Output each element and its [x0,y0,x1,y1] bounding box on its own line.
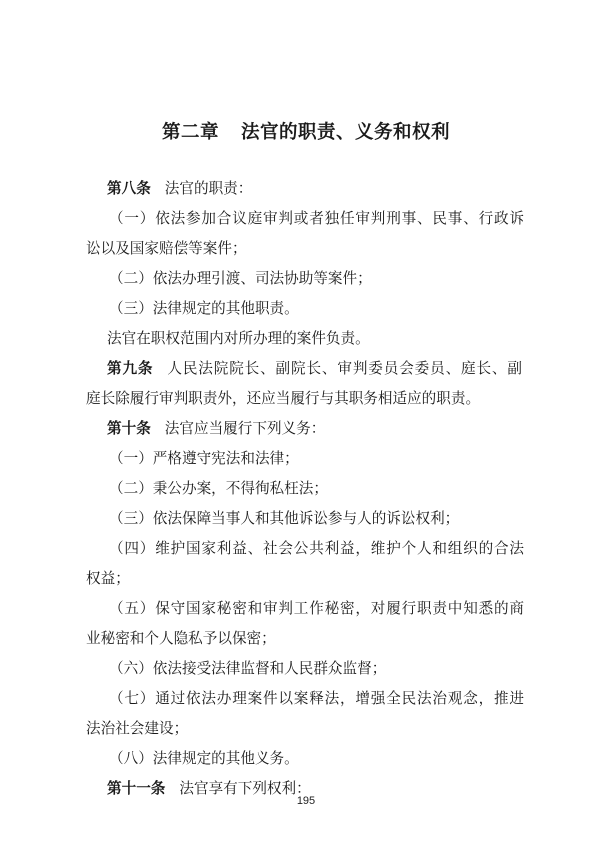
article-10-item-7-cont: 法治社会建设； [86,720,189,737]
article-8-intro: 法官的职责： [164,180,253,197]
article-8-item-1: （一）依法参加合议庭审判或者独任审判刑事、民事、行政诉 [109,210,524,227]
article-8-item-2: （二）依法办理引渡、司法协助等案件； [109,270,372,287]
article-10-item-3: （三）依法保障当事人和其他诉讼参与人的诉讼权利； [109,510,460,527]
chapter-name: 法官的职责、义务和权利 [241,122,451,143]
chapter-title [0,118,612,144]
article-8-closing: 法官在职权范围内对所办理的案件负责。 [107,330,370,347]
chapter-number: 第二章 [161,122,219,143]
article-8-heading-line [107,174,522,204]
article-10-item-6: （六）依法接受法律监督和人民群众监督； [109,660,387,677]
article-8-item-1-cont: 讼以及国家赔偿等案件； [86,240,247,257]
article-9-line-1 [107,354,522,384]
article-8-item-3: （三）法律规定的其他职责。 [109,300,299,317]
article-10-item-4: （四）维护国家利益、社会公共利益，维护个人和组织的合法 [109,540,524,557]
article-10-item-2: （二）秉公办案，不得徇私枉法； [109,480,328,497]
article-8-label: 第八条 [107,180,151,197]
article-11-intro: 法官享有下列权利： [179,780,311,797]
article-10-item-8: （八）法律规定的其他义务。 [109,750,299,767]
article-10-item-5-cont: 业秘密和个人隐私予以保密； [86,630,276,647]
article-10-label: 第十条 [107,420,151,437]
article-10-heading-line [107,414,522,444]
article-10-item-7: （七）通过依法办理案件以案释法，增强全民法治观念，推进 [109,690,524,707]
article-9-text: 人民法院院长、副院长、审判委员会委员、庭长、副 [167,360,522,377]
article-10-item-1: （一）严格遵守宪法和法律； [109,450,299,467]
article-11-label: 第十一条 [107,780,166,797]
article-9-line-2: 庭长除履行审判职责外，还应当履行与其职务相适应的职责。 [86,390,481,407]
article-10-intro: 法官应当履行下列义务： [164,420,326,437]
article-10-item-5: （五）保守国家秘密和审判工作秘密，对履行职责中知悉的商 [109,600,524,617]
article-10-item-4-cont: 权益； [86,570,130,587]
body-text [86,174,524,804]
page-number: 195 [296,795,316,807]
article-9-label: 第九条 [107,360,154,377]
